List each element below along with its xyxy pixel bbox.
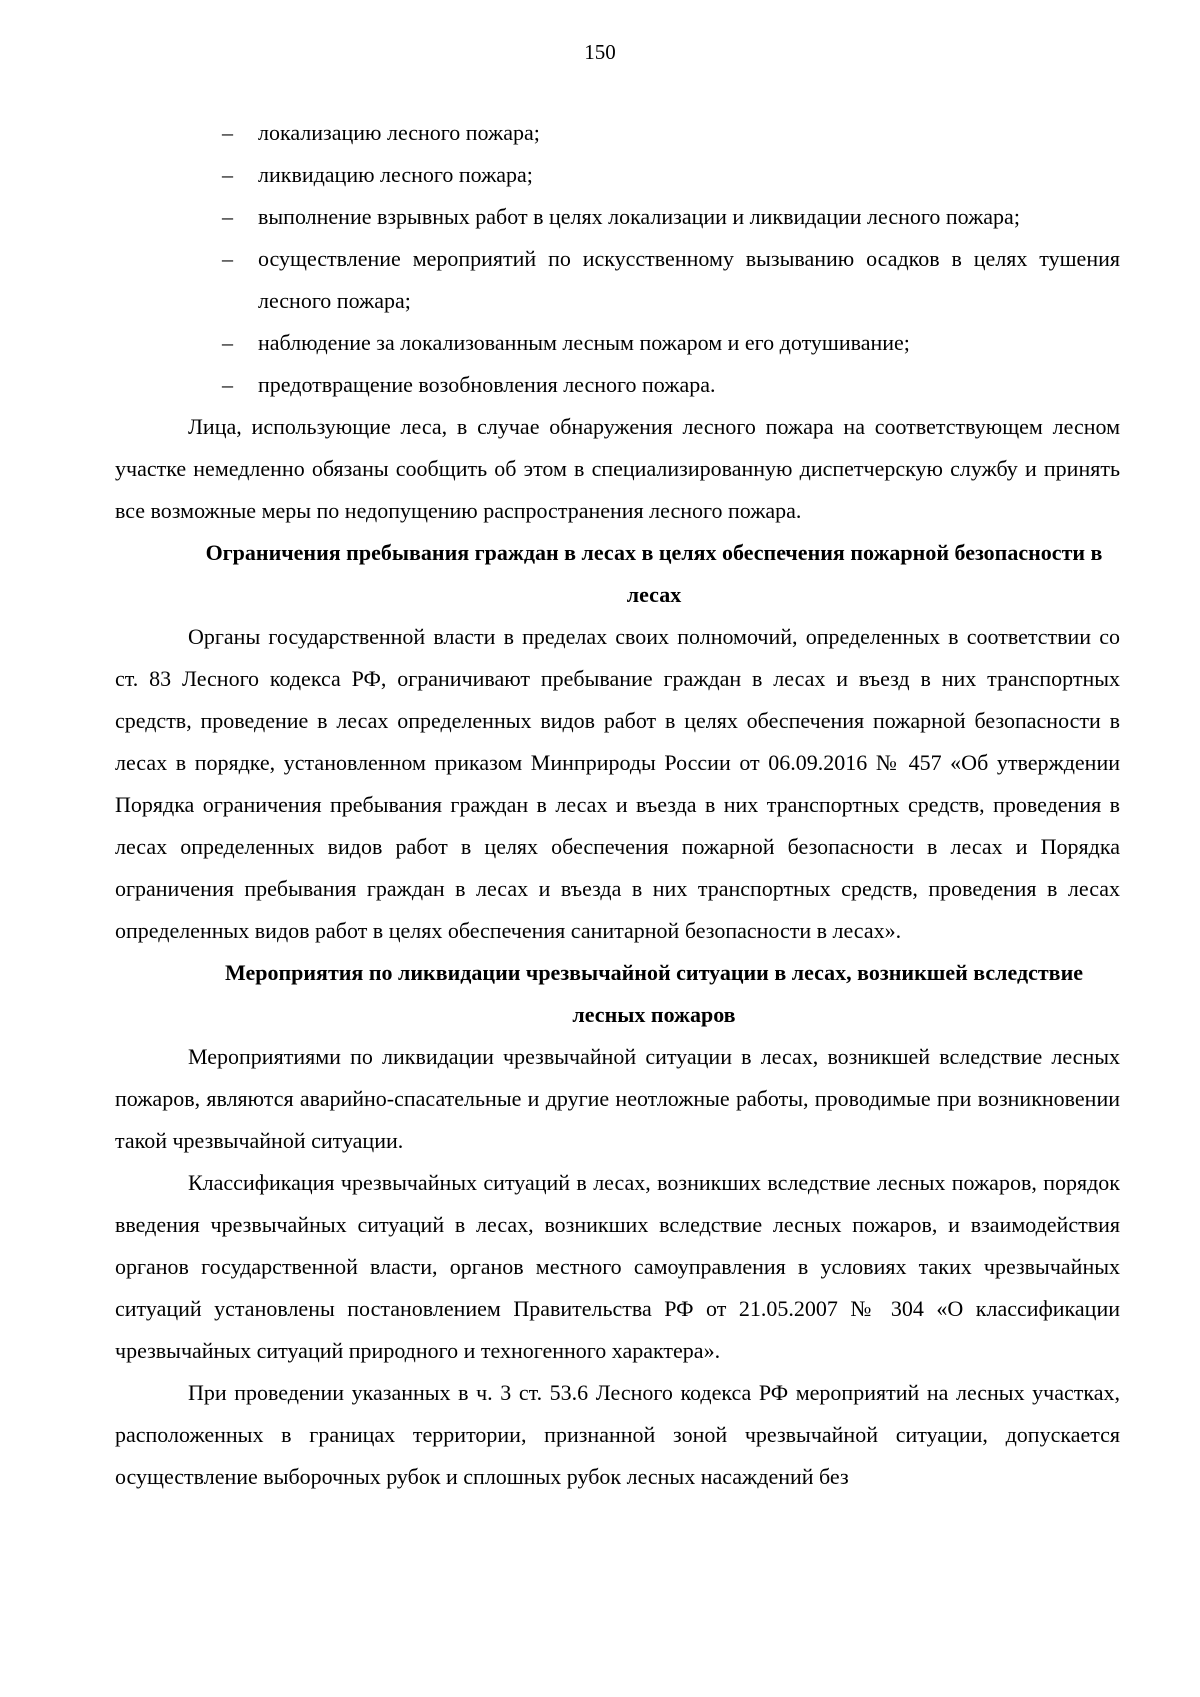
restrictions-paragraph: Органы государственной власти в пределах своих полномочий, определенных в соответствии со ст. 83 Лесного кодекса РФ, ограничивают пребывание граждан в лесах и въезд в них транспортных средств, проведение в лесах определенных видов работ в целях обеспечения пожарной безопасности в лесах в порядке, установленном приказом Минприроды России от 06.09.2016 № 457 «Об утверждении Порядка ограничения пребывания граждан в лесах и въезда в них транспортных средств, проведения в лесах определенных видов работ в целях обеспечения пожарной безопасности в лесах и Порядка ограничения пребывания граждан в лесах и въезда в них транспортных средств, проведения в лесах определенных видов работ в целях обеспечения санитарной безопасности в лесах». bbox=[115, 624, 1120, 943]
logging-paragraph: При проведении указанных в ч. 3 ст. 53.6 Лесного кодекса РФ мероприятий на лесных участках, расположенных в границах территории, признанной зоной чрезвычайной ситуации, допускается осуществление выборочных рубок и сплошных рубок лесных насаждений без bbox=[115, 1380, 1120, 1489]
dash-marker: – bbox=[222, 162, 233, 187]
list-item-text: выполнение взрывных работ в целях локализации и ликвидации лесного пожара; bbox=[258, 204, 1020, 229]
dash-marker: – bbox=[222, 246, 233, 271]
list-item-text: локализацию лесного пожара; bbox=[258, 120, 540, 145]
list-item-text: наблюдение за локализованным лесным пожаром и его дотушивание; bbox=[258, 330, 910, 355]
page-content bbox=[115, 112, 1120, 1498]
list-item-text: ликвидацию лесного пожара; bbox=[258, 162, 533, 187]
list-item bbox=[115, 322, 1120, 364]
intro-paragraph: Лица, использующие леса, в случае обнаружения лесного пожара на соответствующем лесном участке немедленно обязаны сообщить об этом в специализированную диспетчерскую службу и принять все возможные меры по недопущению распространения лесного пожара. bbox=[115, 414, 1120, 523]
list-item bbox=[115, 112, 1120, 154]
classification-paragraph: Классификация чрезвычайных ситуаций в лесах, возникших вследствие лесных пожаров, порядок введения чрезвычайных ситуаций в лесах, возникших вследствие лесных пожаров, и взаимодействия органов государственной власти, органов местного самоуправления в условиях таких чрезвычайных ситуаций установлены постановлением Правительства РФ от 21.05.2007 № 304 «О классификации чрезвычайных ситуаций природного и техногенного характера». bbox=[115, 1170, 1120, 1363]
dash-marker: – bbox=[222, 204, 233, 229]
dash-marker: – bbox=[222, 372, 233, 397]
list-item-text: осуществление мероприятий по искусственному вызыванию осадков в целях тушения лесного пожара; bbox=[258, 246, 1120, 313]
dash-marker: – bbox=[222, 330, 233, 355]
list-item bbox=[115, 196, 1120, 238]
list-item bbox=[115, 364, 1120, 406]
emergency-paragraph: Мероприятиями по ликвидации чрезвычайной ситуации в лесах, возникшей вследствие лесных пожаров, являются аварийно-спасательные и другие неотложные работы, проводимые при возникновении такой чрезвычайной ситуации. bbox=[115, 1044, 1120, 1153]
list-item-text: предотвращение возобновления лесного пожара. bbox=[258, 372, 716, 397]
measures-list bbox=[115, 112, 1120, 406]
list-item bbox=[115, 238, 1120, 322]
list-item bbox=[115, 154, 1120, 196]
section-heading-restrictions: Ограничения пребывания граждан в лесах в целях обеспечения пожарной безопасности в лесах bbox=[205, 540, 1103, 607]
section-heading-emergency: Мероприятия по ликвидации чрезвычайной ситуации в лесах, возникшей вследствие лесных пожаров bbox=[224, 960, 1084, 1027]
dash-marker: – bbox=[222, 120, 233, 145]
page-number: 150 bbox=[584, 40, 616, 64]
